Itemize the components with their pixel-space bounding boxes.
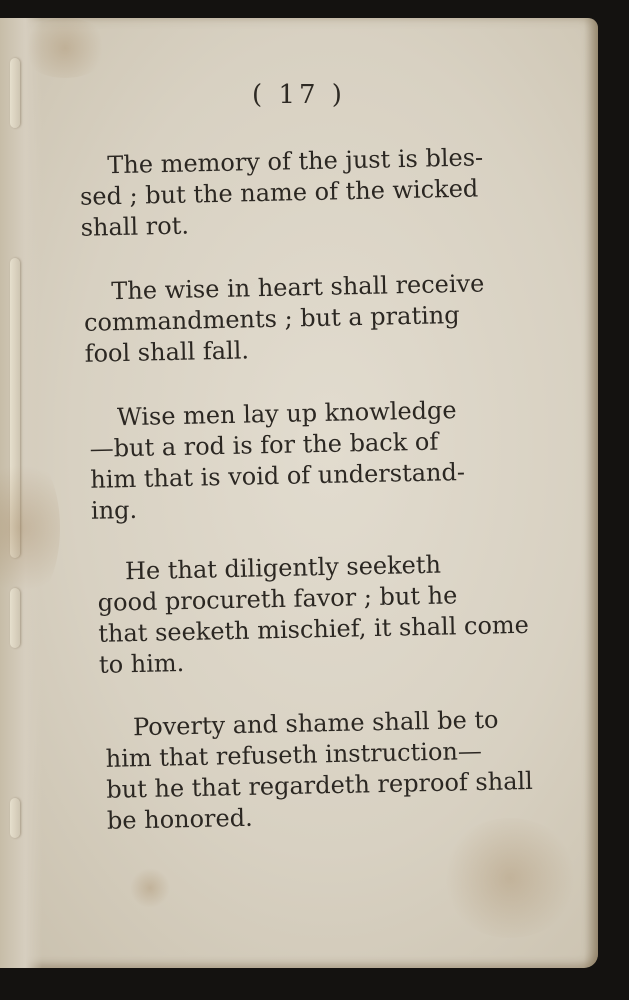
text-line: —but a rod is for the back of [89, 427, 439, 463]
text-line: commandments ; but a prating [83, 300, 460, 337]
paper-stain [20, 18, 110, 78]
text-line: but he that regardeth reproof shall [106, 766, 534, 804]
proverb-paragraph [83, 267, 543, 370]
proverb-paragraph [105, 703, 567, 837]
text-line: Wise men lay up knowledge [116, 396, 457, 432]
text-line: him that refuseth instruction— [105, 736, 483, 773]
text-line: shall rot. [80, 211, 190, 242]
text-line: to him. [98, 649, 185, 679]
proverb-paragraph [89, 393, 551, 527]
text-line: him that is void of understand- [90, 457, 466, 494]
paper-stain [0, 448, 60, 608]
proverb-paragraph [79, 141, 537, 244]
text-line: Poverty and shame shall be to [132, 705, 499, 742]
proverb-paragraph [97, 547, 557, 681]
page-number: ( 17 ) [252, 80, 346, 110]
text-line: The memory of the just is bles- [107, 143, 484, 180]
text-line: The wise in heart shall receive [111, 269, 485, 306]
text-line: fool shall fall. [84, 336, 250, 368]
text-line: He that diligently seeketh [124, 550, 442, 586]
text-line: be honored. [106, 803, 253, 835]
paper-stain [440, 818, 580, 938]
book-page [0, 18, 598, 968]
text-line: good procureth favor ; but he [97, 581, 458, 617]
text-line: ing. [90, 495, 138, 525]
binding-thread [10, 798, 20, 838]
page-edge-shadow [584, 18, 598, 968]
text-line: sed ; but the name of the wicked [79, 174, 479, 211]
text-line: that seeketh mischief, it shall come [98, 610, 530, 648]
paper-stain [130, 868, 170, 908]
